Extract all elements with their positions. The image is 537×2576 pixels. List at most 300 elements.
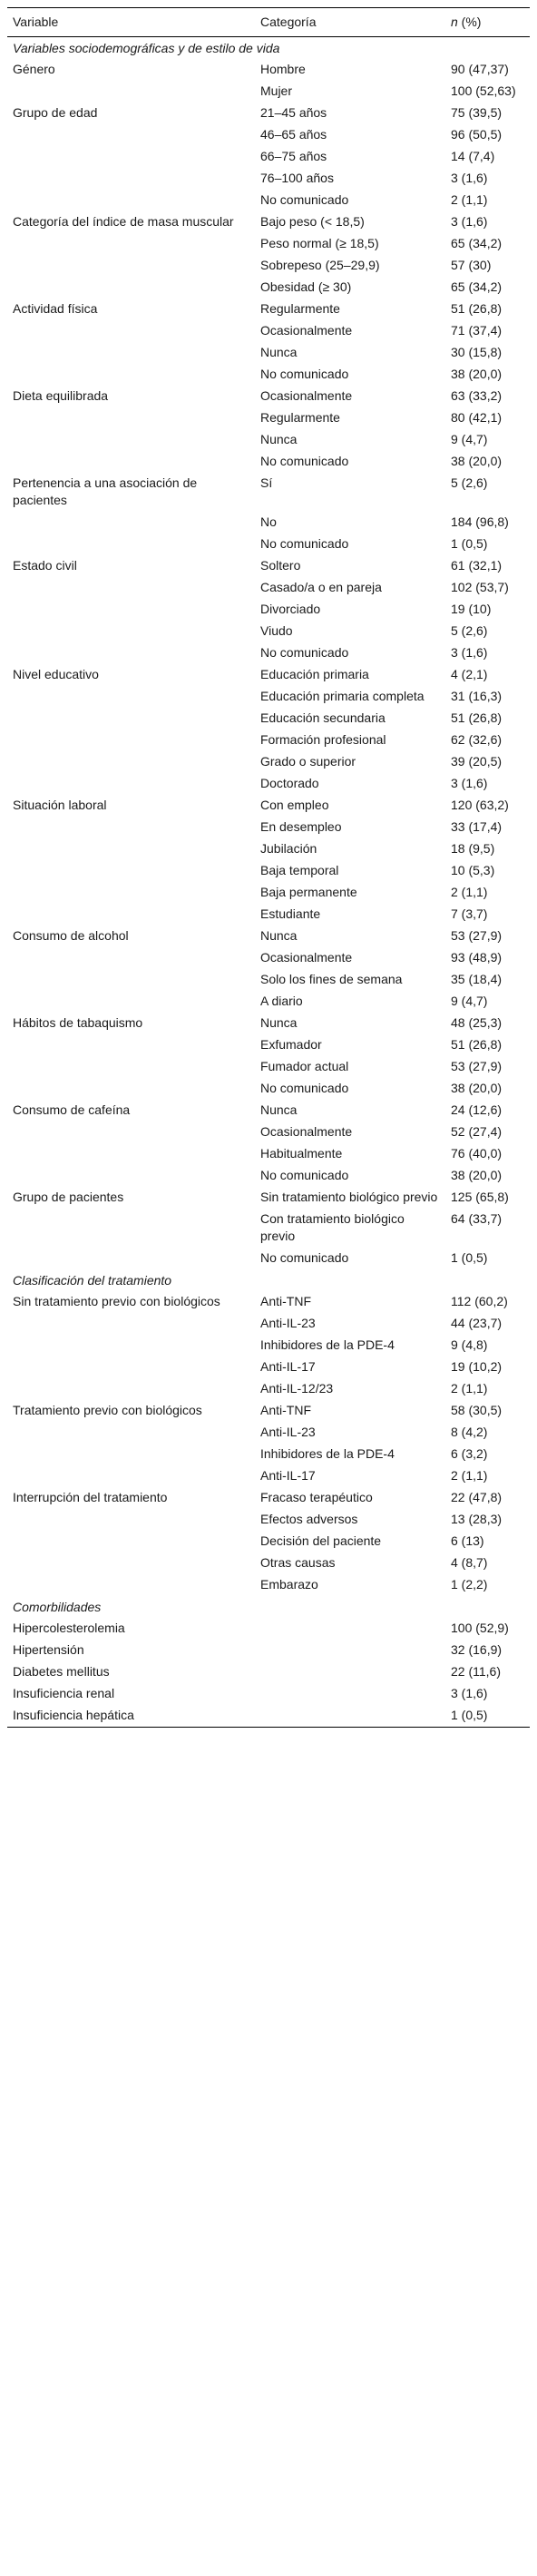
category-cell: No comunicado [260,536,349,551]
variable-cell: Insuficiencia hepática [7,1705,255,1728]
variable-cell: Hipercolesterolemia [13,1621,125,1635]
variable-cell: Interrupción del tratamiento [13,1490,168,1504]
variable-cell: Categoría del índice de masa muscular [13,214,234,229]
n-percent-cell: 184 (96,8) [451,514,509,529]
category-cell: Inhibidores de la PDE-4 [260,1446,395,1461]
category-cell: Grado o superior [260,754,356,769]
table-row [7,1056,530,1078]
category-cell: Anti-TNF [260,1403,311,1417]
table-row [7,882,530,904]
table-row [7,664,530,686]
n-percent-cell: 3 (1,6) [451,171,488,185]
variable-cell [7,1248,255,1269]
table-row [7,386,530,407]
category-cell: Sobrepeso (25–29,9) [260,258,380,272]
category-cell: Nunca [260,1102,298,1117]
variable-cell [7,1056,255,1078]
variable-cell [7,838,255,860]
category-cell: Formación profesional [260,732,386,747]
category-cell: No comunicado [260,367,349,381]
table-row [7,1034,530,1056]
variable-cell: Tratamiento previo con biológicos [13,1403,202,1417]
table-row [7,168,530,190]
n-percent-cell: 8 (4,2) [451,1425,488,1439]
table-row [7,342,530,364]
n-percent-cell: 51 (26,8) [451,710,503,725]
category-cell: No [260,514,277,529]
table-row [7,1531,530,1552]
n-percent-cell: 38 (20,0) [451,367,503,381]
n-percent-cell: 51 (26,8) [451,1037,503,1052]
section-row [7,1596,530,1618]
variable-cell [7,451,255,473]
variable-cell [7,429,255,451]
table-row [7,621,530,642]
variable-cell [7,534,255,555]
category-cell: No comunicado [260,454,349,468]
table-row [7,947,530,969]
table-row [7,708,530,730]
variable-cell [7,277,255,299]
n-percent-cell: 9 (4,7) [451,432,488,446]
variable-cell [7,146,255,168]
table-row [7,1209,530,1248]
variable-cell: Grupo de pacientes [13,1190,124,1204]
n-percent-cell: 57 (30) [451,258,492,272]
table-row [7,1661,530,1683]
table-row [7,773,530,795]
n-percent-cell: 100 (52,9) [451,1621,509,1635]
category-cell [255,1705,445,1728]
variable-cell [7,904,255,926]
table-row [7,320,530,342]
table-row [7,146,530,168]
variable-cell [7,642,255,664]
n-percent-cell: 102 (53,7) [451,580,509,594]
n-percent-cell: 24 (12,6) [451,1102,503,1117]
table-row [7,969,530,991]
category-cell: Embarazo [260,1577,318,1592]
category-cell: Regularmente [260,301,340,316]
variable-cell [7,860,255,882]
category-cell: Viudo [260,623,293,638]
category-cell: Ocasionalmente [260,1124,353,1139]
n-percent-cell: 3 (1,6) [451,776,488,790]
variable-cell [7,1552,255,1574]
table-row [7,1248,530,1269]
category-cell: Casado/a o en pareja [260,580,382,594]
n-percent-cell: 96 (50,5) [451,127,503,142]
n-percent-cell: 48 (25,3) [451,1015,503,1030]
table-row [7,364,530,386]
category-cell: Baja permanente [260,885,357,899]
n-percent-cell: 19 (10) [451,602,492,616]
header-row [7,8,530,37]
variable-cell: Dieta equilibrada [13,388,109,403]
variable-cell [7,233,255,255]
table-row [7,1187,530,1209]
variable-cell: Hipertensión [13,1642,84,1657]
n-percent-cell: 76 (40,0) [451,1146,503,1161]
category-cell: 76–100 años [260,171,334,185]
category-cell: Baja temporal [260,863,339,877]
n-percent-cell: 112 (60,2) [451,1294,508,1308]
category-cell: Ocasionalmente [260,950,353,965]
category-cell: Mujer [260,83,293,98]
table-row [7,512,530,534]
section-heading: Comorbilidades [13,1600,102,1614]
table-row [7,1378,530,1400]
category-cell: Peso normal (≥ 18,5) [260,236,379,250]
category-cell: Bajo peso (< 18,5) [260,214,365,229]
n-percent-cell: 65 (34,2) [451,236,503,250]
n-percent-cell: 22 (11,6) [451,1664,501,1679]
table-row [7,1143,530,1165]
table-row [7,277,530,299]
n-percent-cell: 7 (3,7) [451,906,488,921]
table-row [7,81,530,103]
category-cell: Anti-IL-17 [260,1359,316,1374]
category-cell: Ocasionalmente [260,388,353,403]
n-percent-cell: 38 (20,0) [451,1168,503,1182]
table-row [7,1422,530,1444]
n-percent-cell: 90 (47,37) [451,62,509,76]
variable-cell [7,991,255,1013]
variable-cell [7,255,255,277]
table-row [7,1640,530,1661]
header-categoria: Categoría [255,8,445,37]
table-row [7,1357,530,1378]
category-cell: No comunicado [260,192,349,207]
variable-cell [7,773,255,795]
variable-cell: Nivel educativo [13,667,99,681]
section-row [7,37,530,60]
category-cell: Soltero [260,558,301,573]
n-percent-cell: 38 (20,0) [451,1081,503,1095]
table-row [7,1121,530,1143]
category-cell: Doctorado [260,776,319,790]
table-row [7,686,530,708]
variable-cell [7,168,255,190]
category-cell: Anti-IL-17 [260,1468,316,1483]
category-cell: No comunicado [260,1081,349,1095]
n-percent-cell: 2 (1,1) [451,885,488,899]
n-percent-cell: 51 (26,8) [451,301,503,316]
n-percent-cell: 75 (39,5) [451,105,503,120]
category-cell: Fumador actual [260,1059,349,1073]
variable-cell [7,124,255,146]
table-row [7,599,530,621]
n-percent-cell: 80 (42,1) [451,410,503,425]
variable-cell [7,1143,255,1165]
table-row [7,1509,530,1531]
variable-cell [7,947,255,969]
variable-cell [7,1165,255,1187]
table-row [7,211,530,233]
header-variable: Variable [7,8,255,37]
table-row [7,1574,530,1596]
table-row [7,299,530,320]
category-cell: Inhibidores de la PDE-4 [260,1337,395,1352]
variable-cell [7,1465,255,1487]
variable-cell [7,1313,255,1335]
category-cell: 46–65 años [260,127,327,142]
table-row [7,1335,530,1357]
category-cell: Anti-IL-23 [260,1316,316,1330]
table-row [7,1165,530,1187]
category-cell: Estudiante [260,906,321,921]
table-row [7,233,530,255]
category-cell [255,1640,445,1661]
table-row [7,103,530,124]
variable-cell [7,969,255,991]
variable-cell [7,730,255,751]
category-cell: Anti-IL-12/23 [260,1381,334,1396]
category-cell: En desempleo [260,819,342,834]
category-cell: Habitualmente [260,1146,343,1161]
variable-cell [7,1335,255,1357]
variable-cell [7,817,255,838]
category-cell: Fracaso terapéutico [260,1490,373,1504]
n-percent-cell: 9 (4,7) [451,994,488,1008]
n-percent-cell: 65 (34,2) [451,279,503,294]
variable-cell [7,1357,255,1378]
n-percent-cell: 30 (15,8) [451,345,503,359]
section-heading: Clasificación del tratamiento [13,1273,172,1288]
n-percent-cell: 93 (48,9) [451,950,503,965]
n-percent-cell: 2 (1,1) [451,1468,488,1483]
variable-cell [7,708,255,730]
n-percent-cell: 6 (13) [451,1533,484,1548]
n-percent-cell: 125 (65,8) [451,1190,509,1204]
category-cell: Nunca [260,345,298,359]
table-row [7,795,530,817]
table-row [7,1683,530,1705]
n-percent-cell: 2 (1,1) [451,1381,488,1396]
variable-cell: Grupo de edad [13,105,98,120]
table-row [7,1100,530,1121]
variable-cell [7,1034,255,1056]
table-row [7,838,530,860]
n-percent-cell: 2 (1,1) [451,192,488,207]
category-cell: Hombre [260,62,306,76]
n-percent-cell: 1 (2,2) [451,1577,488,1592]
variable-cell [7,512,255,534]
n-percent-cell: 31 (16,3) [451,689,503,703]
variable-cell [7,751,255,773]
variable-cell [7,599,255,621]
table-row [7,1444,530,1465]
table-row [7,473,530,512]
table-row [7,59,530,81]
n-percent-cell: 3 (1,6) [451,1686,488,1700]
table-row [7,1487,530,1509]
n-percent-cell: 3 (1,6) [451,214,488,229]
n-percent-cell: 63 (33,2) [451,388,503,403]
variable-cell [7,364,255,386]
header-n-percent [445,8,530,37]
n-percent-cell: 14 (7,4) [451,149,495,163]
table-row [7,1013,530,1034]
category-cell: Educación primaria completa [260,689,425,703]
table-row [7,407,530,429]
n-percent-cell: 4 (2,1) [451,667,488,681]
category-cell: Nunca [260,432,298,446]
n-percent-cell: 71 (37,4) [451,323,503,338]
n-percent-cell: 100 (52,63) [451,83,516,98]
variable-cell: Diabetes mellitus [13,1664,110,1679]
n-percent-cell: 38 (20,0) [451,454,503,468]
category-cell: Efectos adversos [260,1512,358,1526]
table-row [7,817,530,838]
variable-cell [7,577,255,599]
category-cell: No comunicado [260,645,349,660]
table-row [7,926,530,947]
characteristics-table [7,7,530,1728]
n-percent-cell: 10 (5,3) [451,863,495,877]
n-percent-cell: 13 (28,3) [451,1512,503,1526]
n-percent-cell: 9 (4,8) [451,1337,488,1352]
category-cell: Anti-IL-23 [260,1425,316,1439]
variable-cell [7,1531,255,1552]
table-row [7,1313,530,1335]
variable-cell [7,621,255,642]
variable-cell [7,320,255,342]
variable-cell [7,882,255,904]
variable-cell [7,407,255,429]
category-cell: Divorciado [260,602,321,616]
n-percent-cell: 53 (27,9) [451,928,503,943]
table-row [7,190,530,211]
table-row [7,1400,530,1422]
n-percent-cell: 32 (16,9) [451,1642,503,1657]
variable-cell: Consumo de cafeína [13,1102,131,1117]
table-row [7,255,530,277]
variable-cell: Hábitos de tabaquismo [13,1015,143,1030]
n-percent-cell: 22 (47,8) [451,1490,503,1504]
n-percent-cell: 5 (2,6) [451,623,488,638]
table-row [7,1705,530,1728]
variable-cell: Insuficiencia renal [13,1686,115,1700]
variable-cell [7,1378,255,1400]
category-cell: Decisión del paciente [260,1533,382,1548]
variable-cell: Situación laboral [13,798,107,812]
category-cell: Con empleo [260,798,329,812]
variable-cell: Género [13,62,55,76]
variable-cell [7,1209,255,1248]
table-row [7,730,530,751]
category-cell: No comunicado [260,1250,349,1265]
variable-cell: Pertenencia a una asociación de pacientes [13,475,198,507]
table-row [7,451,530,473]
category-cell: Nunca [260,928,298,943]
table-row [7,751,530,773]
n-percent-cell: 5 (2,6) [451,475,488,490]
variable-cell [7,1509,255,1531]
category-cell: Anti-TNF [260,1294,311,1308]
variable-cell [7,81,255,103]
variable-cell [7,1574,255,1596]
variable-cell [7,1078,255,1100]
table-row [7,1552,530,1574]
table-row [7,1291,530,1313]
table-row [7,555,530,577]
table-row [7,642,530,664]
section-row [7,1269,530,1291]
table-row [7,991,530,1013]
n-percent-cell: 53 (27,9) [451,1059,503,1073]
category-cell [255,1618,445,1640]
table-row [7,1465,530,1487]
table-header [7,8,530,37]
table-row [7,904,530,926]
n-percent-cell: 1 (0,5) [451,1250,488,1265]
category-cell: Otras causas [260,1555,336,1570]
table-row [7,1618,530,1640]
category-cell: No comunicado [260,1168,349,1182]
category-cell: Con tratamiento biológico previo [260,1211,405,1243]
category-cell: Educación secundaria [260,710,386,725]
table-row [7,534,530,555]
n-percent-cell: 52 (27,4) [451,1124,503,1139]
category-cell: Ocasionalmente [260,323,353,338]
n-percent-cell: 35 (18,4) [451,972,503,986]
n-percent-cell: 3 (1,6) [451,645,488,660]
n-percent-cell: 1 (0,5) [445,1705,530,1728]
header-pct: (%) [457,15,482,29]
n-percent-cell: 64 (33,7) [451,1211,503,1226]
table-row [7,429,530,451]
table-body [7,37,530,1728]
category-cell: Nunca [260,1015,298,1030]
category-cell: 66–75 años [260,149,327,163]
section-heading: Variables sociodemográficas y de estilo de vida [13,41,280,55]
category-cell [255,1661,445,1683]
variable-cell [7,342,255,364]
header-n: n [451,15,458,29]
table-row [7,860,530,882]
variable-cell: Sin tratamiento previo con biológicos [13,1294,220,1308]
table-row [7,124,530,146]
category-cell: Obesidad (≥ 30) [260,279,352,294]
n-percent-cell: 18 (9,5) [451,841,495,856]
category-cell: Educación primaria [260,667,369,681]
variable-cell: Consumo de alcohol [13,928,129,943]
category-cell: Jubilación [260,841,317,856]
variable-cell [7,1422,255,1444]
variable-cell [7,686,255,708]
variable-cell [7,1444,255,1465]
category-cell: Regularmente [260,410,340,425]
category-cell: A diario [260,994,303,1008]
n-percent-cell: 120 (63,2) [451,798,509,812]
n-percent-cell: 4 (8,7) [451,1555,488,1570]
category-cell: Exfumador [260,1037,322,1052]
n-percent-cell: 62 (32,6) [451,732,503,747]
table-row [7,577,530,599]
n-percent-cell: 61 (32,1) [451,558,503,573]
variable-cell [7,190,255,211]
n-percent-cell: 39 (20,5) [451,754,503,769]
n-percent-cell: 19 (10,2) [451,1359,503,1374]
variable-cell: Estado civil [13,558,77,573]
category-cell: Sí [260,475,273,490]
n-percent-cell: 33 (17,4) [451,819,503,834]
category-cell: Solo los fines de semana [260,972,403,986]
n-percent-cell: 1 (0,5) [451,536,488,551]
n-percent-cell: 58 (30,5) [451,1403,503,1417]
n-percent-cell: 6 (3,2) [451,1446,488,1461]
